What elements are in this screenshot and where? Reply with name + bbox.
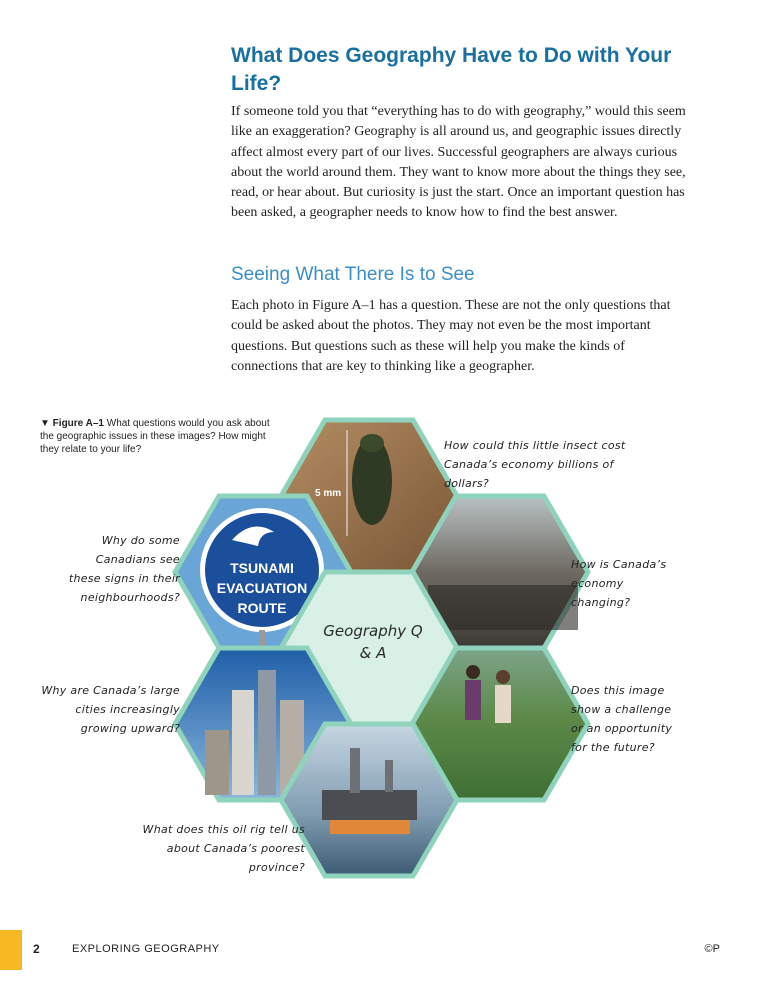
center-label: Geography Q & A [323, 622, 423, 662]
figure-caption-text: What questions would you ask about the geographic issues in these images? How might they relate to your life? [40, 418, 270, 455]
body-paragraph: Each photo in Figure A–1 has a question. These are not the only questions that could be asked about the photos. They may not even be the most important questions. But questions such as these will help you make the kinds of connections that are key to thinking like a geographer. [231, 298, 671, 374]
sign-line-3: ROUTE [237, 600, 287, 616]
question-golf: Does this image show a challenge or an opportunity for the future? [571, 684, 673, 754]
footer-color-tab [0, 930, 22, 970]
intro-paragraph: If someone told you that “everything has to do with geography,” would this seem like an exaggeration? Geography is all around us, and geographic issues directly affect almost every part of our lives. Successful geographers are always curious about the world around them. They want to know more about the things they see, read, or hear about. But curiosity is just the start. Once an important question has been asked, a geographer needs to know how to find the best answer. [231, 104, 686, 221]
question-oil-rig: What does this oil rig tell us about Canada’s poorest province? [142, 823, 305, 874]
sign-line-1: TSUNAMI [230, 560, 294, 576]
question-cities: Why are Canada’s large cities increasingly growing upward? [41, 684, 180, 735]
sign-line-2: EVACUATION [216, 580, 308, 596]
question-tsunami: Why do some Canadians see these signs in their neighbourhoods? [68, 534, 180, 604]
question-insect: How could this little insect cost Canada’s economy billions of dollars? [444, 439, 626, 490]
question-economy: How is Canada’s economy changing? [571, 558, 667, 609]
figure-label: ▼ Figure A–1 [40, 418, 104, 429]
tsunami-sign [197, 503, 327, 635]
running-head: EXPLORING GEOGRAPHY [72, 943, 220, 955]
page-title: What Does Geography Have to Do with Your Life? [231, 44, 672, 95]
copyright-mark: ©P [704, 943, 720, 955]
scale-label: 5 mm [315, 488, 342, 499]
page-number: 2 [33, 942, 40, 956]
section-subtitle: Seeing What There Is to See [231, 264, 475, 285]
